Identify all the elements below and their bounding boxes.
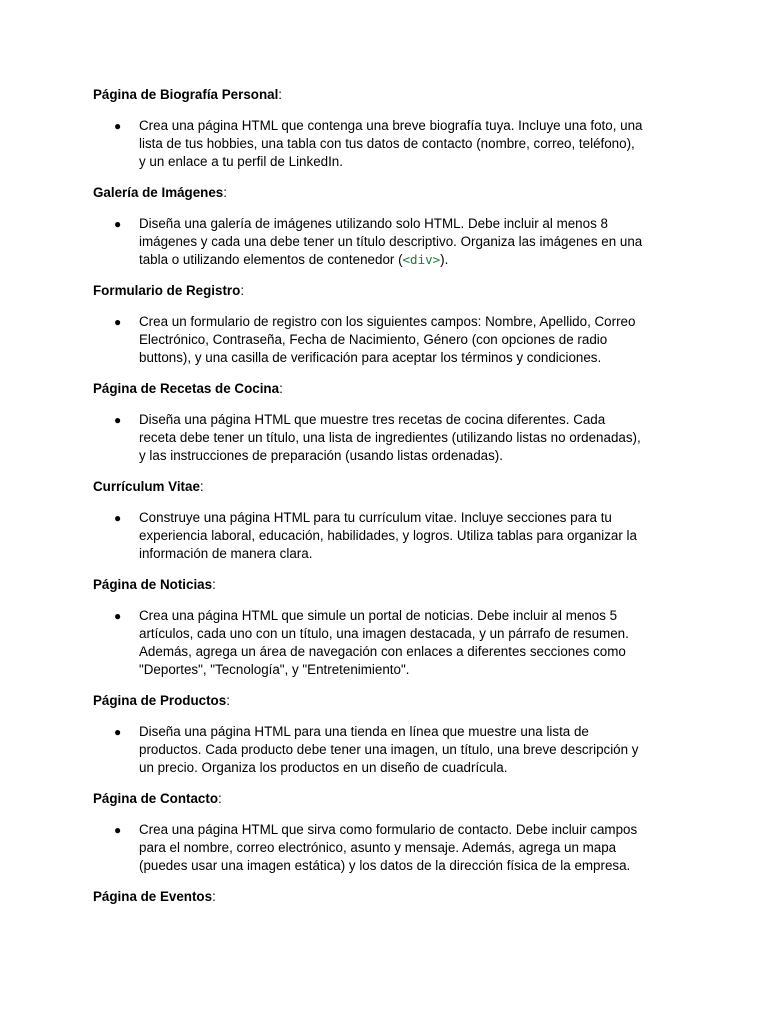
bullet-list	[93, 821, 676, 875]
bullet-icon: ●	[114, 413, 122, 427]
item-line: un precio. Organiza los productos en un diseño de cuadrícula.	[139, 760, 508, 775]
item-line: imágenes y cada una debe tener un título descriptivo. Organiza las imágenes en una	[139, 234, 643, 249]
item-line: Crea una página HTML que contenga una breve biografía tuya. Incluye una foto, una	[139, 118, 643, 133]
item-line: Además, agrega un área de navegación con enlaces a diferentes secciones como	[139, 644, 626, 659]
list-item	[93, 509, 676, 563]
section-eventos	[93, 888, 676, 906]
section-recetas	[93, 380, 676, 465]
list-item	[93, 607, 676, 679]
section-title: Currículum Vitae	[93, 479, 200, 494]
section-productos	[93, 692, 676, 777]
list-item	[93, 821, 676, 875]
section-galeria	[93, 184, 676, 269]
section-heading	[93, 692, 676, 710]
section-heading	[93, 282, 676, 300]
item-line: Construye una página HTML para tu currículum vitae. Incluye secciones para tu	[139, 510, 612, 525]
section-title: Página de Contacto	[93, 791, 218, 806]
section-title: Página de Biografía Personal	[93, 87, 279, 102]
heading-colon: :	[223, 185, 227, 200]
section-title: Galería de Imágenes	[93, 185, 224, 200]
section-title: Página de Eventos	[93, 889, 213, 904]
bullet-icon: ●	[114, 315, 122, 329]
item-line: Crea un formulario de registro con los siguientes campos: Nombre, Apellido, Correo	[139, 314, 636, 329]
section-formulario	[93, 282, 676, 367]
heading-colon: :	[226, 693, 230, 708]
heading-colon: :	[212, 577, 216, 592]
inline-code: <div>	[402, 252, 441, 267]
item-line: información de manera clara.	[139, 546, 313, 561]
bullet-icon: ●	[114, 511, 122, 525]
item-line: "Deportes", "Tecnología", y "Entretenimiento".	[139, 662, 410, 677]
item-line: Diseña una página HTML para una tienda en línea que muestre una lista de	[139, 724, 589, 739]
section-heading	[93, 86, 676, 104]
item-line: Diseña una página HTML que muestre tres recetas de cocina diferentes. Cada	[139, 412, 606, 427]
bullet-list	[93, 313, 676, 367]
item-line: artículos, cada uno con un título, una imagen destacada, y un párrafo de resumen.	[139, 626, 629, 641]
item-line: y las instrucciones de preparación (usando listas ordenadas).	[139, 448, 503, 463]
section-title: Formulario de Registro	[93, 283, 241, 298]
bullet-icon: ●	[114, 725, 122, 739]
item-line: Crea una página HTML que simule un portal de noticias. Debe incluir al menos 5	[139, 608, 618, 623]
bullet-list	[93, 723, 676, 777]
item-line: para el nombre, correo electrónico, asunto y mensaje. Además, agrega un mapa	[139, 840, 617, 855]
bullet-icon: ●	[114, 823, 122, 837]
section-heading	[93, 184, 676, 202]
heading-colon: :	[199, 479, 204, 494]
section-heading	[93, 790, 676, 808]
item-line: experiencia laboral, educación, habilidades, y logros. Utiliza tablas para organizar la	[139, 528, 637, 543]
section-biografia	[93, 86, 676, 171]
section-heading	[93, 576, 676, 594]
list-item	[93, 215, 676, 269]
heading-colon: :	[279, 381, 283, 396]
list-item	[93, 313, 676, 367]
item-line: tabla o utilizando elementos de contenedor (	[139, 252, 403, 267]
section-title: Página de Noticias	[93, 577, 213, 592]
section-heading	[93, 478, 676, 496]
item-line: receta debe tener un título, una lista de ingredientes (utilizando listas no ordenadas),	[139, 430, 641, 445]
bullet-list	[93, 215, 676, 269]
list-item	[93, 723, 676, 777]
item-line: Diseña una galería de imágenes utilizando solo HTML. Debe incluir al menos 8	[139, 216, 608, 231]
section-curriculum	[93, 478, 676, 563]
item-line: y un enlace a tu perfil de LinkedIn.	[139, 154, 343, 169]
section-heading	[93, 380, 676, 398]
section-noticias	[93, 576, 676, 679]
bullet-icon: ●	[114, 119, 122, 133]
item-line: Crea una página HTML que sirva como formulario de contacto. Debe incluir campos	[139, 822, 638, 837]
bullet-list	[93, 607, 676, 679]
item-line-end: ).	[440, 252, 449, 267]
section-contacto	[93, 790, 676, 875]
section-title: Página de Productos	[93, 693, 227, 708]
bullet-list	[93, 411, 676, 465]
item-line: (puedes usar una imagen estática) y los datos de la dirección física de la empresa.	[139, 858, 631, 873]
item-line: lista de tus hobbies, una tabla con tus datos de contacto (nombre, correo, teléfono),	[139, 136, 635, 151]
bullet-icon: ●	[114, 217, 122, 231]
list-item	[93, 117, 676, 171]
item-line: Electrónico, Contraseña, Fecha de Nacimiento, Género (con opciones de radio	[139, 332, 608, 347]
heading-colon: :	[212, 889, 216, 904]
bullet-list	[93, 509, 676, 563]
item-line: productos. Cada producto debe tener una imagen, un título, una breve descripción y	[139, 742, 639, 757]
list-item	[93, 411, 676, 465]
section-heading	[93, 888, 676, 906]
bullet-icon: ●	[114, 609, 122, 623]
bullet-list	[93, 117, 676, 171]
section-title: Página de Recetas de Cocina	[93, 381, 280, 396]
heading-colon: :	[278, 87, 283, 102]
heading-colon: :	[240, 283, 245, 298]
item-line: buttons), y una casilla de verificación para aceptar los términos y condiciones.	[139, 350, 602, 365]
heading-colon: :	[218, 791, 222, 806]
